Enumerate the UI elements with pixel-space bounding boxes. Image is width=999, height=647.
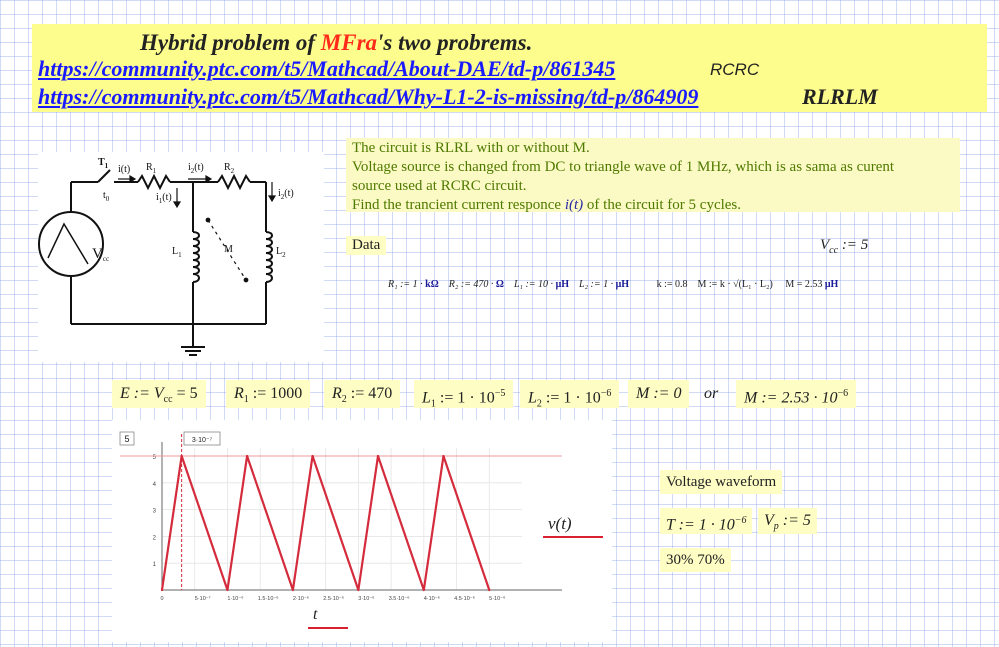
plot-marks [120, 434, 562, 591]
x-tick-label: 3·10⁻⁶ [358, 596, 375, 602]
x-tick-label: 0 [160, 596, 164, 602]
label-i1: $i_1(t)$ [156, 192, 172, 205]
x-tick-label: 1.5·10⁻⁶ [257, 596, 279, 602]
data-point [246, 455, 248, 457]
label-t1: $T_1$ [98, 157, 109, 170]
desc-line-2: Voltage source is changed from DC to triangle wave of 1 MHz, which is as sama as curent [352, 159, 895, 175]
desc-line-1: The circuit is RLRL with or without M. [352, 140, 590, 156]
link-why-l1-2-missing[interactable]: https://community.ptc.com/t5/Mathcad/Why-L1-2-is-missing/td-p/864909 [38, 84, 699, 109]
def-m-zero[interactable]: M := 0 [628, 380, 689, 408]
period-definition[interactable]: T := $1 \cdot 10^{-6}$ [660, 508, 752, 534]
marker-box-label: 3·10⁻⁷ [191, 437, 213, 444]
vp-definition[interactable]: $V_p$ := 5 [758, 508, 817, 534]
vcc-definition[interactable]: $V_{cc}$ := 5 [820, 237, 869, 256]
data-point [357, 589, 359, 591]
label-vcc: $V_{cc}$ [92, 246, 110, 263]
y-tick-label: 4 [152, 481, 156, 488]
arrow-i1-head [174, 202, 180, 207]
y-ticks [153, 455, 157, 568]
y-tick-label: 3 [152, 508, 156, 515]
tag-rcrc: RCRC [710, 60, 760, 79]
page-title: Hybrid problem of MFra's two probrems. [140, 30, 533, 55]
x-axis-trace-line [308, 627, 348, 629]
data-point [311, 455, 313, 457]
voltage-plot[interactable] [112, 420, 612, 642]
desc-line-4: Find the trancient current responce i(t) of the circuit for 5 cycles. [352, 197, 742, 213]
x-tick-label: 3.5·10⁻⁶ [388, 596, 410, 602]
y-tick-label: 5 [152, 455, 156, 462]
y-axis-trace-line [543, 536, 603, 538]
desc-line-3: source used at RCRC circuit. [352, 178, 527, 194]
data-point [226, 589, 228, 591]
header-banner [32, 24, 987, 112]
label-r1: $R_1$ [146, 162, 157, 175]
label-t0: $t_0$ [103, 190, 110, 203]
voltage-source [39, 212, 103, 276]
data-point [442, 455, 444, 457]
data-point [423, 589, 425, 591]
label-i2-right: $i_2(t)$ [278, 188, 294, 201]
x-axis-label[interactable]: t [313, 606, 318, 623]
label-i2-top: $i_2(t)$ [188, 162, 204, 175]
data-point [292, 589, 294, 591]
def-l1-value[interactable]: $L_1$ := $1 \cdot 10^{-5}$ [414, 380, 513, 408]
circuit-diagram[interactable] [38, 152, 324, 362]
x-tick-label: 2·10⁻⁶ [292, 596, 310, 602]
data-label[interactable]: Data [346, 236, 386, 255]
plot-grid [162, 448, 522, 590]
def-r2-value[interactable]: $R_2$ := 470 [324, 380, 400, 408]
x-tick-label: 4·10⁻⁶ [423, 596, 440, 602]
def-e[interactable]: E := $V_{cc} = 5$ [112, 380, 206, 408]
y-tick-label: 2 [152, 535, 156, 542]
label-l2: $L_2$ [276, 246, 286, 259]
data-point [488, 589, 490, 591]
inductor-l1 [193, 232, 199, 282]
def-k: k := 0.8 [656, 279, 688, 290]
x-tick-label: 2.5·10⁻⁶ [323, 596, 345, 602]
voltage-waveform-label[interactable]: Voltage waveform [660, 470, 782, 494]
data-point [180, 455, 182, 457]
triangle-wave-symbol [48, 224, 88, 264]
def-m-value[interactable]: M := $2.53 \cdot 10^{-6}$ [736, 380, 856, 408]
resistor-r1 [138, 176, 170, 188]
y-tick-label: 1 [152, 562, 156, 569]
y-axis-label[interactable]: v(t) [548, 514, 572, 533]
def-l2-value[interactable]: $L_2$ := $1 \cdot 10^{-6}$ [520, 380, 619, 408]
unit-definitions[interactable] [388, 279, 838, 290]
current-function: i(t) [564, 197, 584, 213]
dot-l1 [206, 218, 210, 222]
dot-l2 [244, 278, 248, 282]
def-m: M := k · √(L₁ · L₂) [697, 279, 773, 290]
duty-percent-label[interactable]: 30% 70% [660, 548, 731, 572]
label-m: M [224, 244, 233, 255]
ymax-box-label: 5 [124, 434, 130, 444]
label-r2: $R_2$ [224, 162, 235, 175]
voltage-chart-svg [112, 420, 612, 642]
link-about-dae[interactable]: https://community.ptc.com/t5/Mathcad/About-DAE/td-p/861345 [38, 56, 616, 81]
data-point [377, 455, 379, 457]
label-i: i(t) [118, 164, 131, 175]
resistor-r2 [218, 176, 250, 188]
def-l1: L₁ := 10 · μH [513, 279, 570, 290]
label-l1: $L_1$ [172, 246, 182, 259]
data-point [161, 589, 163, 591]
def-r1-value[interactable]: $R_1$ := 1000 [226, 380, 310, 408]
def-r1: R₁ := 1 · kΩ [388, 279, 439, 290]
problem-description[interactable] [346, 138, 960, 212]
circuit-svg [38, 152, 324, 362]
x-tick-label: 5·10⁻⁶ [489, 596, 506, 602]
switch-blade [98, 170, 110, 182]
x-tick-label: 5·10⁻⁷ [194, 596, 211, 602]
result-m: M = 2.53 μH [785, 279, 839, 290]
or-label: or [704, 385, 719, 402]
inductor-l2 [266, 232, 272, 282]
x-tick-label: 1·10⁻⁶ [227, 596, 244, 602]
x-tick-label: 4.5·10⁻⁶ [454, 596, 475, 602]
def-l2: L₂ := 1 · μH [579, 279, 630, 290]
def-r2: R₂ := 470 · Ω [448, 279, 504, 290]
arrow-i2r-head [269, 196, 275, 201]
x-ticks [160, 595, 505, 602]
tag-rlrlm: RLRLM [802, 84, 878, 109]
